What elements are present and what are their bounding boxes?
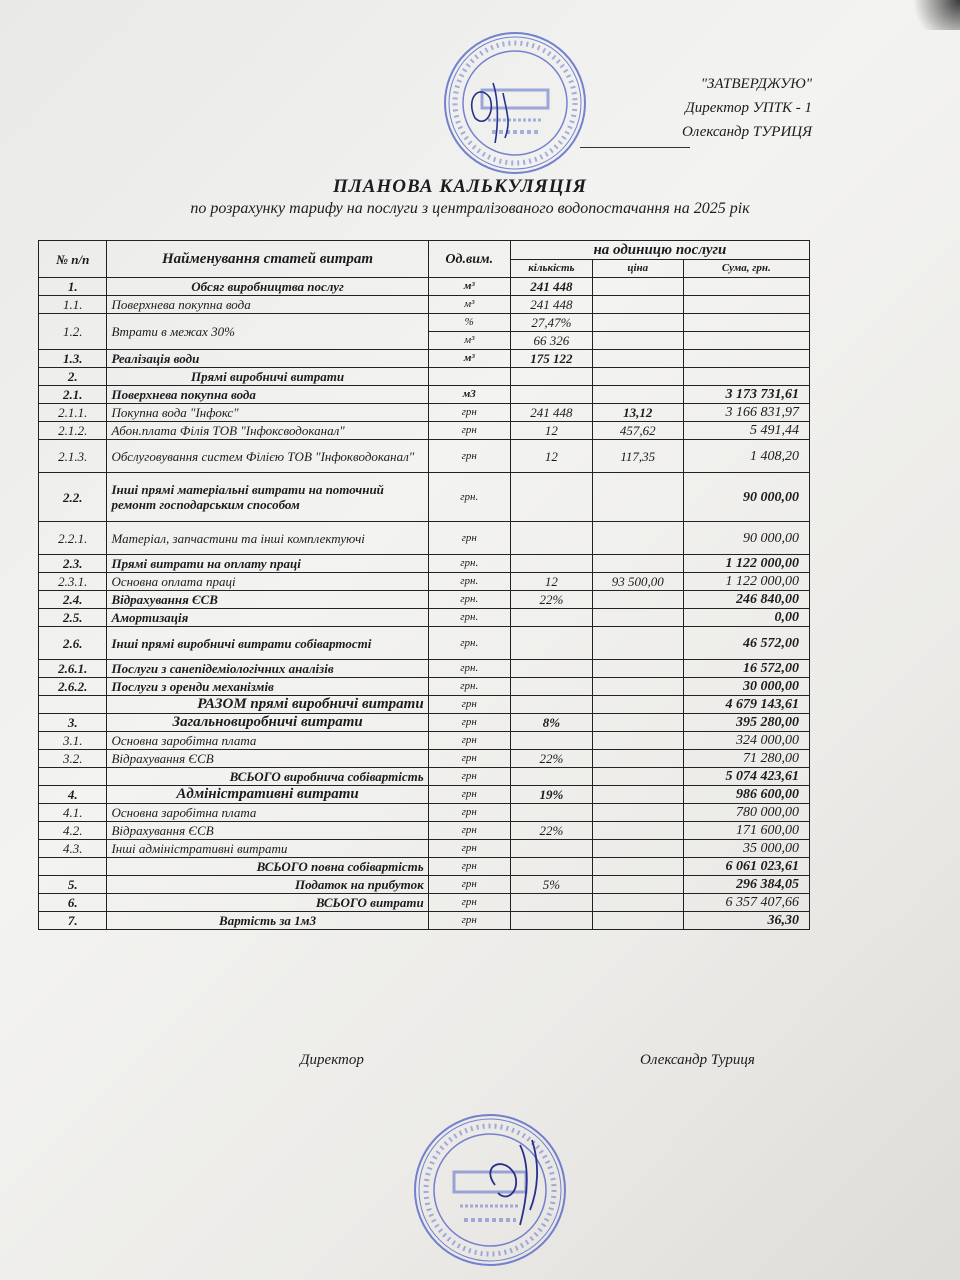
row-quantity: 175 122: [510, 350, 592, 368]
row-number: 1.3.: [39, 350, 107, 368]
row-name: Інші прямі виробничі витрати собівартості: [107, 627, 428, 660]
table-header-row: [39, 241, 810, 260]
table-row: [39, 296, 810, 314]
header-qty: кількість: [510, 260, 592, 278]
row-sum: 36,30: [683, 912, 809, 930]
row-quantity: 66 326: [510, 332, 592, 350]
official-stamp-top: [440, 28, 590, 183]
row-quantity: 241 448: [510, 296, 592, 314]
row-quantity: [510, 678, 592, 696]
row-unit: м3: [428, 386, 510, 404]
row-number: 3.: [39, 714, 107, 732]
row-number: 2.1.2.: [39, 422, 107, 440]
row-quantity: [510, 555, 592, 573]
row-sum: [683, 332, 809, 350]
row-price: [592, 768, 683, 786]
row-name: Податок на прибуток: [107, 876, 428, 894]
row-sum: 6 357 407,66: [683, 894, 809, 912]
row-name: Послуги з оренди механізмів: [107, 678, 428, 696]
row-name: Адміністративні витрати: [107, 786, 428, 804]
row-sum: 296 384,05: [683, 876, 809, 894]
row-quantity: [510, 894, 592, 912]
row-quantity: [510, 858, 592, 876]
signature-line: [580, 147, 690, 148]
row-quantity: 12: [510, 573, 592, 591]
row-number: 6.: [39, 894, 107, 912]
row-name: Загальновиробничі витрати: [107, 714, 428, 732]
row-sum: [683, 278, 809, 296]
row-quantity: 22%: [510, 591, 592, 609]
approval-position: Директор УПТК - 1: [685, 100, 812, 116]
stamp-seal-icon: [440, 28, 590, 178]
table-row: [39, 714, 810, 732]
row-quantity: 12: [510, 440, 592, 473]
document-title: ПЛАНОВА КАЛЬКУЛЯЦІЯ: [332, 176, 587, 197]
table-row: [39, 573, 810, 591]
row-unit: грн: [428, 894, 510, 912]
row-price: [592, 314, 683, 332]
row-price: [592, 332, 683, 350]
row-quantity: 5%: [510, 876, 592, 894]
row-name: Обсяг виробництва послуг: [107, 278, 428, 296]
table-row: [39, 368, 810, 386]
row-unit: грн: [428, 822, 510, 840]
row-number: 2.6.1.: [39, 660, 107, 678]
row-number: [39, 696, 107, 714]
row-number: 2.: [39, 368, 107, 386]
row-sum: 6 061 023,61: [683, 858, 809, 876]
row-quantity: 241 448: [510, 404, 592, 422]
row-price: [592, 591, 683, 609]
table-row: [39, 660, 810, 678]
row-unit: грн: [428, 786, 510, 804]
row-name: Абон.плата Філія ТОВ "Інфоксводоканал": [107, 422, 428, 440]
calculation-table: [38, 240, 810, 930]
row-price: 93 500,00: [592, 573, 683, 591]
row-number: 3.1.: [39, 732, 107, 750]
row-unit: грн.: [428, 555, 510, 573]
row-name: Втрати в межах 30%: [107, 314, 428, 350]
row-quantity: [510, 768, 592, 786]
row-sum: 3 173 731,61: [683, 386, 809, 404]
row-name: Поверхнева покупна вода: [107, 386, 428, 404]
row-quantity: [510, 840, 592, 858]
row-price: 457,62: [592, 422, 683, 440]
row-price: [592, 627, 683, 660]
row-unit: м³: [428, 296, 510, 314]
row-unit: грн.: [428, 473, 510, 522]
row-sum: 30 000,00: [683, 678, 809, 696]
row-sum: 90 000,00: [683, 473, 809, 522]
row-sum: 71 280,00: [683, 750, 809, 768]
row-name: Прямі виробничі витрати: [107, 368, 428, 386]
row-unit: грн: [428, 696, 510, 714]
header-sum: Сума, грн.: [683, 260, 809, 278]
row-sum: 5 074 423,61: [683, 768, 809, 786]
row-number: 1.: [39, 278, 107, 296]
table-row: [39, 876, 810, 894]
row-sum: 324 000,00: [683, 732, 809, 750]
row-price: [592, 350, 683, 368]
row-price: [592, 368, 683, 386]
row-unit: грн: [428, 522, 510, 555]
row-name: ВСЬОГО повна собівартість: [107, 858, 428, 876]
official-stamp-bottom: [410, 1110, 570, 1275]
approval-name: Олександр ТУРИЦЯ: [681, 124, 812, 140]
row-sum: 1 122 000,00: [683, 573, 809, 591]
row-unit: м³: [428, 350, 510, 368]
row-price: [592, 912, 683, 930]
row-name: РАЗОМ прямі виробничі витрати: [107, 696, 428, 714]
row-sum: 0,00: [683, 609, 809, 627]
row-number: 2.2.1.: [39, 522, 107, 555]
row-unit: грн.: [428, 627, 510, 660]
table-row: [39, 522, 810, 555]
row-name: Покупна вода "Інфокс": [107, 404, 428, 422]
table-row: [39, 750, 810, 768]
row-sum: 16 572,00: [683, 660, 809, 678]
table-row: [39, 768, 810, 786]
table-row: [39, 555, 810, 573]
row-quantity: [510, 627, 592, 660]
row-price: [592, 386, 683, 404]
row-name: Реалізація води: [107, 350, 428, 368]
row-sum: 1 408,20: [683, 440, 809, 473]
row-number: 3.2.: [39, 750, 107, 768]
table-row: [39, 314, 810, 332]
row-price: [592, 876, 683, 894]
row-unit: грн: [428, 440, 510, 473]
row-price: [592, 522, 683, 555]
row-unit: грн: [428, 858, 510, 876]
table-row: [39, 473, 810, 522]
row-unit: грн: [428, 422, 510, 440]
row-unit: грн: [428, 840, 510, 858]
document-subtitle: по розрахунку тарифу на послуги з централізованого водопостачання на 2025 рік: [190, 200, 750, 217]
row-price: [592, 555, 683, 573]
row-name: Відрахування ЄСВ: [107, 822, 428, 840]
row-unit: м³: [428, 332, 510, 350]
row-quantity: [510, 912, 592, 930]
table-row: [39, 404, 810, 422]
row-sum: 4 679 143,61: [683, 696, 809, 714]
row-price: [592, 278, 683, 296]
row-quantity: [510, 522, 592, 555]
row-price: [592, 804, 683, 822]
row-number: 4.2.: [39, 822, 107, 840]
row-number: 2.6.: [39, 627, 107, 660]
row-quantity: [510, 368, 592, 386]
row-price: 117,35: [592, 440, 683, 473]
row-number: 1.2.: [39, 314, 107, 350]
table-row: [39, 678, 810, 696]
row-name: Відрахування ЄСВ: [107, 591, 428, 609]
table-row: [39, 591, 810, 609]
row-sum: [683, 296, 809, 314]
table-row: [39, 732, 810, 750]
table-row: [39, 440, 810, 473]
row-quantity: 241 448: [510, 278, 592, 296]
row-name: Матеріал, запчастини та інші комплектуючі: [107, 522, 428, 555]
table-row: [39, 858, 810, 876]
row-price: [592, 750, 683, 768]
row-price: [592, 678, 683, 696]
row-unit: грн.: [428, 678, 510, 696]
row-name: ВСЬОГО виробнича собівартість: [107, 768, 428, 786]
row-price: [592, 858, 683, 876]
row-name: Прямі витрати на оплату праці: [107, 555, 428, 573]
row-quantity: 22%: [510, 822, 592, 840]
row-unit: грн: [428, 732, 510, 750]
row-sum: [683, 314, 809, 332]
row-number: 2.3.1.: [39, 573, 107, 591]
row-name: Інші прямі матеріальні витрати на поточний ремонт господарським способом: [107, 473, 428, 522]
row-quantity: 19%: [510, 786, 592, 804]
row-sum: 171 600,00: [683, 822, 809, 840]
document-title-block: [0, 176, 960, 218]
header-num: № п/п: [39, 241, 107, 278]
table-row: [39, 627, 810, 660]
row-quantity: 27,47%: [510, 314, 592, 332]
row-number: 4.: [39, 786, 107, 804]
row-quantity: [510, 660, 592, 678]
row-price: [592, 296, 683, 314]
row-quantity: [510, 732, 592, 750]
row-quantity: 12: [510, 422, 592, 440]
row-price: [592, 609, 683, 627]
stamp-seal-icon: [410, 1110, 570, 1270]
row-number: 2.1.1.: [39, 404, 107, 422]
header-name: Найменування статей витрат: [107, 241, 428, 278]
row-sum: 35 000,00: [683, 840, 809, 858]
table-row: [39, 696, 810, 714]
row-unit: грн: [428, 714, 510, 732]
row-name: Поверхнева покупна вода: [107, 296, 428, 314]
row-number: 1.1.: [39, 296, 107, 314]
footer-role: Директор: [300, 1052, 364, 1068]
page-corner-shadow: [900, 0, 960, 30]
row-unit: [428, 368, 510, 386]
row-unit: грн: [428, 804, 510, 822]
row-number: 2.2.: [39, 473, 107, 522]
row-number: 4.3.: [39, 840, 107, 858]
row-quantity: [510, 473, 592, 522]
row-number: 2.5.: [39, 609, 107, 627]
row-sum: 90 000,00: [683, 522, 809, 555]
row-sum: 780 000,00: [683, 804, 809, 822]
row-number: 2.1.: [39, 386, 107, 404]
table-row: [39, 350, 810, 368]
table-row: [39, 386, 810, 404]
row-name: Основна заробітна плата: [107, 732, 428, 750]
row-name: Послуги з санепідеміологічних аналізів: [107, 660, 428, 678]
row-number: 2.3.: [39, 555, 107, 573]
row-sum: [683, 350, 809, 368]
row-price: [592, 660, 683, 678]
row-sum: 3 166 831,97: [683, 404, 809, 422]
row-unit: м³: [428, 278, 510, 296]
approval-title: "ЗАТВЕРДЖУЮ": [700, 76, 812, 92]
row-unit: грн.: [428, 609, 510, 627]
row-price: 13,12: [592, 404, 683, 422]
row-name: Інші адміністративні витрати: [107, 840, 428, 858]
row-price: [592, 696, 683, 714]
row-unit: грн: [428, 404, 510, 422]
header-per-unit: на одиницю послуги: [510, 241, 809, 260]
header-price: ціна: [592, 260, 683, 278]
row-number: 2.4.: [39, 591, 107, 609]
row-number: [39, 768, 107, 786]
row-name: Амортизація: [107, 609, 428, 627]
row-unit: грн.: [428, 573, 510, 591]
row-name: Вартість за 1м3: [107, 912, 428, 930]
table-row: [39, 422, 810, 440]
row-sum: 395 280,00: [683, 714, 809, 732]
header-unit: Од.вим.: [428, 241, 510, 278]
footer-name: Олександр Туриця: [640, 1052, 755, 1068]
row-sum: 986 600,00: [683, 786, 809, 804]
row-name: Відрахування ЄСВ: [107, 750, 428, 768]
row-unit: грн: [428, 876, 510, 894]
row-sum: 46 572,00: [683, 627, 809, 660]
table-row: [39, 278, 810, 296]
row-sum: 1 122 000,00: [683, 555, 809, 573]
table-row: [39, 840, 810, 858]
row-sum: 5 491,44: [683, 422, 809, 440]
row-name: Основна оплата праці: [107, 573, 428, 591]
row-number: 2.1.3.: [39, 440, 107, 473]
table-row: [39, 912, 810, 930]
row-quantity: [510, 804, 592, 822]
row-number: 2.6.2.: [39, 678, 107, 696]
row-unit: грн.: [428, 660, 510, 678]
row-unit: грн: [428, 750, 510, 768]
table-row: [39, 804, 810, 822]
row-sum: 246 840,00: [683, 591, 809, 609]
row-quantity: [510, 386, 592, 404]
table-row: [39, 894, 810, 912]
row-price: [592, 732, 683, 750]
row-price: [592, 473, 683, 522]
row-quantity: [510, 696, 592, 714]
row-number: [39, 858, 107, 876]
row-unit: грн: [428, 768, 510, 786]
row-unit: грн: [428, 912, 510, 930]
row-sum: [683, 368, 809, 386]
row-price: [592, 840, 683, 858]
row-name: Обслуговування систем Філією ТОВ "Інфокводоканал": [107, 440, 428, 473]
approval-block: [682, 72, 812, 144]
row-quantity: 22%: [510, 750, 592, 768]
row-price: [592, 714, 683, 732]
table-row: [39, 609, 810, 627]
table-row: [39, 786, 810, 804]
row-unit: %: [428, 314, 510, 332]
table-row: [39, 822, 810, 840]
row-quantity: 8%: [510, 714, 592, 732]
row-price: [592, 786, 683, 804]
row-name: Основна заробітна плата: [107, 804, 428, 822]
row-price: [592, 822, 683, 840]
row-name: ВСЬОГО витрати: [107, 894, 428, 912]
row-quantity: [510, 609, 592, 627]
row-number: 7.: [39, 912, 107, 930]
row-price: [592, 894, 683, 912]
row-number: 4.1.: [39, 804, 107, 822]
row-number: 5.: [39, 876, 107, 894]
row-unit: грн.: [428, 591, 510, 609]
